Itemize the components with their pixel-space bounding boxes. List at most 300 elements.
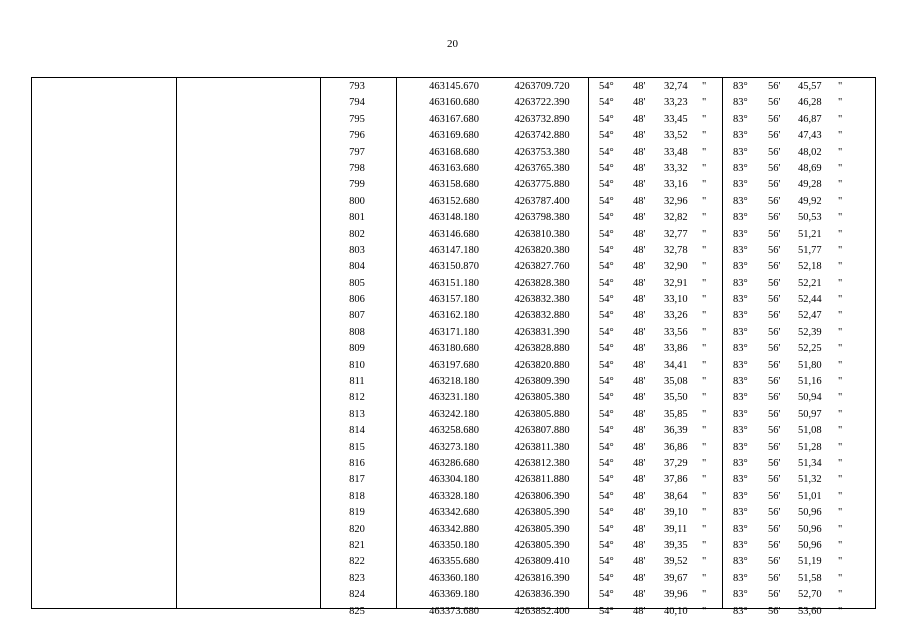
- latitude-minutes: 48': [633, 97, 646, 109]
- latitude-seconds-mark: ": [702, 343, 707, 355]
- table-row: [32, 95, 875, 111]
- longitude-seconds-mark: ": [838, 507, 843, 519]
- table-row: [32, 243, 875, 259]
- x-coordinate: 463373.680: [429, 605, 479, 617]
- latitude-seconds-mark: ": [702, 523, 707, 535]
- longitude-degrees: 83°: [733, 605, 748, 617]
- latitude-degrees: 54°: [599, 310, 614, 322]
- latitude-seconds-mark: ": [702, 605, 707, 617]
- latitude-degrees: 54°: [599, 425, 614, 437]
- latitude-degrees: 54°: [599, 359, 614, 371]
- longitude-seconds-mark: ": [838, 457, 843, 469]
- longitude-seconds-mark: ": [838, 523, 843, 535]
- latitude-degrees: 54°: [599, 195, 614, 207]
- latitude-seconds: 32,74: [664, 81, 688, 92]
- x-coordinate: 463369.180: [429, 589, 479, 601]
- latitude-minutes: 48': [633, 81, 646, 92]
- longitude-seconds-mark: ": [838, 113, 843, 125]
- latitude-degrees: 54°: [599, 212, 614, 224]
- longitude-seconds-mark: ": [838, 310, 843, 322]
- longitude-minutes: 56': [768, 490, 781, 502]
- latitude-minutes: 48': [633, 539, 646, 551]
- latitude-degrees: 54°: [599, 228, 614, 240]
- point-number: 794: [349, 97, 365, 109]
- table-row: [32, 604, 875, 620]
- latitude-seconds: 33,45: [664, 113, 688, 125]
- longitude-degrees: 83°: [733, 130, 748, 142]
- y-coordinate: 4263775.880: [514, 179, 570, 191]
- longitude-seconds-mark: ": [838, 556, 843, 568]
- latitude-seconds-mark: ": [702, 441, 707, 453]
- longitude-seconds-mark: ": [838, 146, 843, 158]
- longitude-seconds-mark: ": [838, 212, 843, 224]
- x-coordinate: 463168.680: [429, 146, 479, 158]
- table-row: [32, 341, 875, 357]
- latitude-minutes: 48': [633, 359, 646, 371]
- latitude-minutes: 48': [633, 310, 646, 322]
- longitude-seconds: 45,57: [798, 81, 822, 92]
- table-row: [32, 292, 875, 308]
- point-number: 798: [349, 162, 365, 174]
- longitude-seconds: 50,53: [798, 212, 822, 224]
- longitude-minutes: 56': [768, 294, 781, 306]
- x-coordinate: 463328.180: [429, 490, 479, 502]
- latitude-seconds: 34,41: [664, 359, 688, 371]
- point-number: 810: [349, 359, 365, 371]
- point-number: 800: [349, 195, 365, 207]
- longitude-degrees: 83°: [733, 343, 748, 355]
- latitude-seconds-mark: ": [702, 572, 707, 584]
- longitude-seconds-mark: ": [838, 539, 843, 551]
- longitude-minutes: 56': [768, 474, 781, 486]
- longitude-seconds-mark: ": [838, 97, 843, 109]
- longitude-minutes: 56': [768, 425, 781, 437]
- longitude-seconds-mark: ": [838, 294, 843, 306]
- table-row: [32, 554, 875, 570]
- longitude-seconds: 52,18: [798, 261, 822, 273]
- x-coordinate: 463218.180: [429, 376, 479, 388]
- y-coordinate: 4263828.380: [514, 277, 570, 289]
- latitude-seconds: 32,78: [664, 244, 688, 256]
- longitude-minutes: 56': [768, 277, 781, 289]
- point-number: 801: [349, 212, 365, 224]
- x-coordinate: 463167.680: [429, 113, 479, 125]
- latitude-seconds: 39,10: [664, 507, 688, 519]
- table-body: [32, 79, 875, 620]
- latitude-seconds: 37,86: [664, 474, 688, 486]
- longitude-degrees: 83°: [733, 490, 748, 502]
- x-coordinate: 463342.880: [429, 523, 479, 535]
- latitude-minutes: 48': [633, 130, 646, 142]
- longitude-seconds-mark: ": [838, 343, 843, 355]
- longitude-seconds: 52,70: [798, 589, 822, 601]
- longitude-seconds-mark: ": [838, 261, 843, 273]
- x-coordinate: 463171.180: [429, 326, 479, 338]
- table-row: [32, 79, 875, 95]
- latitude-degrees: 54°: [599, 523, 614, 535]
- latitude-seconds-mark: ": [702, 277, 707, 289]
- latitude-seconds: 39,52: [664, 556, 688, 568]
- point-number: 807: [349, 310, 365, 322]
- latitude-degrees: 54°: [599, 294, 614, 306]
- table-row: [32, 456, 875, 472]
- point-number: 808: [349, 326, 365, 338]
- longitude-minutes: 56': [768, 244, 781, 256]
- latitude-degrees: 54°: [599, 113, 614, 125]
- y-coordinate: 4263827.760: [514, 261, 570, 273]
- longitude-degrees: 83°: [733, 539, 748, 551]
- longitude-degrees: 83°: [733, 392, 748, 404]
- longitude-seconds-mark: ": [838, 326, 843, 338]
- x-coordinate: 463163.680: [429, 162, 479, 174]
- point-number: 802: [349, 228, 365, 240]
- latitude-degrees: 54°: [599, 605, 614, 617]
- point-number: 814: [349, 425, 365, 437]
- longitude-degrees: 83°: [733, 572, 748, 584]
- point-number: 803: [349, 244, 365, 256]
- latitude-seconds-mark: ": [702, 507, 707, 519]
- y-coordinate: 4263809.390: [514, 376, 570, 388]
- longitude-minutes: 56': [768, 81, 781, 92]
- latitude-degrees: 54°: [599, 441, 614, 453]
- latitude-seconds-mark: ": [702, 376, 707, 388]
- latitude-seconds: 32,96: [664, 195, 688, 207]
- latitude-degrees: 54°: [599, 408, 614, 420]
- longitude-degrees: 83°: [733, 310, 748, 322]
- longitude-seconds: 52,21: [798, 277, 822, 289]
- latitude-minutes: 48': [633, 195, 646, 207]
- longitude-minutes: 56': [768, 359, 781, 371]
- longitude-degrees: 83°: [733, 376, 748, 388]
- longitude-minutes: 56': [768, 146, 781, 158]
- latitude-minutes: 48': [633, 179, 646, 191]
- y-coordinate: 4263811.880: [514, 474, 570, 486]
- longitude-seconds: 51,80: [798, 359, 822, 371]
- y-coordinate: 4263831.390: [514, 326, 570, 338]
- x-coordinate: 463145.670: [429, 81, 479, 92]
- longitude-minutes: 56': [768, 392, 781, 404]
- latitude-seconds-mark: ": [702, 392, 707, 404]
- longitude-degrees: 83°: [733, 523, 748, 535]
- latitude-seconds: 35,08: [664, 376, 688, 388]
- longitude-seconds: 49,28: [798, 179, 822, 191]
- latitude-minutes: 48': [633, 228, 646, 240]
- latitude-seconds-mark: ": [702, 326, 707, 338]
- table-row: [32, 538, 875, 554]
- latitude-seconds: 32,91: [664, 277, 688, 289]
- latitude-seconds-mark: ": [702, 228, 707, 240]
- y-coordinate: 4263809.410: [514, 556, 570, 568]
- longitude-minutes: 56': [768, 539, 781, 551]
- latitude-minutes: 48': [633, 294, 646, 306]
- point-number: 811: [349, 376, 365, 388]
- longitude-seconds-mark: ": [838, 392, 843, 404]
- table-row: [32, 128, 875, 144]
- latitude-degrees: 54°: [599, 244, 614, 256]
- latitude-degrees: 54°: [599, 507, 614, 519]
- longitude-seconds-mark: ": [838, 474, 843, 486]
- latitude-minutes: 48': [633, 277, 646, 289]
- point-number: 821: [349, 539, 365, 551]
- longitude-seconds-mark: ": [838, 244, 843, 256]
- x-coordinate: 463180.680: [429, 343, 479, 355]
- point-number: 805: [349, 277, 365, 289]
- longitude-minutes: 56': [768, 212, 781, 224]
- table-row: [32, 587, 875, 603]
- longitude-seconds-mark: ": [838, 441, 843, 453]
- longitude-minutes: 56': [768, 523, 781, 535]
- point-number: 799: [349, 179, 365, 191]
- y-coordinate: 4263753.380: [514, 146, 570, 158]
- table-row: [32, 308, 875, 324]
- point-number: 818: [349, 490, 365, 502]
- latitude-seconds: 33,48: [664, 146, 688, 158]
- point-number: 820: [349, 523, 365, 535]
- longitude-minutes: 56': [768, 97, 781, 109]
- y-coordinate: 4263787.400: [514, 195, 570, 207]
- longitude-minutes: 56': [768, 261, 781, 273]
- longitude-degrees: 83°: [733, 326, 748, 338]
- longitude-seconds: 52,47: [798, 310, 822, 322]
- latitude-seconds: 36,86: [664, 441, 688, 453]
- latitude-seconds: 36,39: [664, 425, 688, 437]
- point-number: 809: [349, 343, 365, 355]
- longitude-degrees: 83°: [733, 195, 748, 207]
- point-number: 804: [349, 261, 365, 273]
- latitude-degrees: 54°: [599, 261, 614, 273]
- y-coordinate: 4263805.380: [514, 392, 570, 404]
- latitude-minutes: 48': [633, 376, 646, 388]
- latitude-seconds-mark: ": [702, 589, 707, 601]
- x-coordinate: 463342.680: [429, 507, 479, 519]
- longitude-seconds: 50,96: [798, 523, 822, 535]
- latitude-degrees: 54°: [599, 474, 614, 486]
- latitude-degrees: 54°: [599, 179, 614, 191]
- longitude-minutes: 56': [768, 162, 781, 174]
- longitude-seconds: 49,92: [798, 195, 822, 207]
- latitude-seconds-mark: ": [702, 146, 707, 158]
- latitude-seconds: 35,85: [664, 408, 688, 420]
- point-number: 806: [349, 294, 365, 306]
- longitude-degrees: 83°: [733, 244, 748, 256]
- latitude-seconds-mark: ": [702, 457, 707, 469]
- y-coordinate: 4263820.880: [514, 359, 570, 371]
- x-coordinate: 463350.180: [429, 539, 479, 551]
- latitude-seconds: 38,64: [664, 490, 688, 502]
- table-row: [32, 194, 875, 210]
- x-coordinate: 463258.680: [429, 425, 479, 437]
- x-coordinate: 463197.680: [429, 359, 479, 371]
- longitude-degrees: 83°: [733, 441, 748, 453]
- x-coordinate: 463304.180: [429, 474, 479, 486]
- latitude-seconds: 33,32: [664, 162, 688, 174]
- longitude-minutes: 56': [768, 572, 781, 584]
- point-number: 823: [349, 572, 365, 584]
- point-number: 813: [349, 408, 365, 420]
- table-row: [32, 374, 875, 390]
- longitude-seconds: 52,25: [798, 343, 822, 355]
- y-coordinate: 4263816.390: [514, 572, 570, 584]
- y-coordinate: 4263832.880: [514, 310, 570, 322]
- latitude-minutes: 48': [633, 490, 646, 502]
- longitude-seconds: 50,96: [798, 507, 822, 519]
- longitude-seconds: 51,19: [798, 556, 822, 568]
- longitude-degrees: 83°: [733, 556, 748, 568]
- latitude-minutes: 48': [633, 589, 646, 601]
- y-coordinate: 4263805.390: [514, 507, 570, 519]
- latitude-seconds-mark: ": [702, 556, 707, 568]
- longitude-seconds: 48,69: [798, 162, 822, 174]
- longitude-seconds-mark: ": [838, 359, 843, 371]
- x-coordinate: 463157.180: [429, 294, 479, 306]
- point-number: 793: [349, 81, 365, 92]
- longitude-seconds: 51,77: [798, 244, 822, 256]
- table-row: [32, 407, 875, 423]
- longitude-degrees: 83°: [733, 228, 748, 240]
- latitude-seconds-mark: ": [702, 261, 707, 273]
- latitude-minutes: 48': [633, 523, 646, 535]
- y-coordinate: 4263852.400: [514, 605, 570, 617]
- x-coordinate: 463273.180: [429, 441, 479, 453]
- point-number: 797: [349, 146, 365, 158]
- point-number: 824: [349, 589, 365, 601]
- point-number: 822: [349, 556, 365, 568]
- table-row: [32, 522, 875, 538]
- longitude-minutes: 56': [768, 376, 781, 388]
- longitude-degrees: 83°: [733, 425, 748, 437]
- latitude-minutes: 48': [633, 343, 646, 355]
- latitude-seconds: 37,29: [664, 457, 688, 469]
- longitude-seconds: 51,08: [798, 425, 822, 437]
- latitude-seconds: 32,90: [664, 261, 688, 273]
- latitude-seconds: 32,77: [664, 228, 688, 240]
- longitude-minutes: 56': [768, 310, 781, 322]
- latitude-seconds: 32,82: [664, 212, 688, 224]
- latitude-degrees: 54°: [599, 376, 614, 388]
- latitude-seconds: 39,11: [664, 523, 688, 535]
- x-coordinate: 463169.680: [429, 130, 479, 142]
- longitude-degrees: 83°: [733, 113, 748, 125]
- x-coordinate: 463151.180: [429, 277, 479, 289]
- latitude-degrees: 54°: [599, 162, 614, 174]
- latitude-minutes: 48': [633, 392, 646, 404]
- latitude-seconds: 39,67: [664, 572, 688, 584]
- longitude-seconds: 52,39: [798, 326, 822, 338]
- latitude-seconds-mark: ": [702, 490, 707, 502]
- point-number: 815: [349, 441, 365, 453]
- latitude-degrees: 54°: [599, 490, 614, 502]
- longitude-seconds-mark: ": [838, 81, 843, 92]
- longitude-seconds: 51,34: [798, 457, 822, 469]
- y-coordinate: 4263765.380: [514, 162, 570, 174]
- longitude-seconds: 46,87: [798, 113, 822, 125]
- longitude-seconds-mark: ": [838, 228, 843, 240]
- page-number: 20: [447, 38, 458, 50]
- x-coordinate: 463160.680: [429, 97, 479, 109]
- longitude-degrees: 83°: [733, 294, 748, 306]
- longitude-minutes: 56': [768, 441, 781, 453]
- longitude-seconds-mark: ": [838, 130, 843, 142]
- latitude-degrees: 54°: [599, 130, 614, 142]
- y-coordinate: 4263805.880: [514, 408, 570, 420]
- latitude-seconds-mark: ": [702, 474, 707, 486]
- latitude-seconds-mark: ": [702, 195, 707, 207]
- longitude-seconds-mark: ": [838, 162, 843, 174]
- longitude-degrees: 83°: [733, 261, 748, 273]
- latitude-seconds-mark: ": [702, 539, 707, 551]
- latitude-seconds: 33,52: [664, 130, 688, 142]
- latitude-seconds-mark: ": [702, 81, 707, 92]
- longitude-minutes: 56': [768, 228, 781, 240]
- longitude-minutes: 56': [768, 195, 781, 207]
- longitude-seconds: 46,28: [798, 97, 822, 109]
- latitude-seconds-mark: ": [702, 113, 707, 125]
- longitude-degrees: 83°: [733, 589, 748, 601]
- latitude-minutes: 48': [633, 146, 646, 158]
- latitude-seconds: 33,56: [664, 326, 688, 338]
- latitude-minutes: 48': [633, 408, 646, 420]
- longitude-minutes: 56': [768, 507, 781, 519]
- latitude-seconds-mark: ": [702, 244, 707, 256]
- longitude-degrees: 83°: [733, 457, 748, 469]
- latitude-minutes: 48': [633, 457, 646, 469]
- latitude-degrees: 54°: [599, 97, 614, 109]
- longitude-degrees: 83°: [733, 81, 748, 92]
- point-number: 812: [349, 392, 365, 404]
- longitude-minutes: 56': [768, 605, 781, 617]
- latitude-degrees: 54°: [599, 326, 614, 338]
- longitude-seconds: 50,94: [798, 392, 822, 404]
- latitude-minutes: 48': [633, 572, 646, 584]
- latitude-seconds-mark: ": [702, 359, 707, 371]
- longitude-minutes: 56': [768, 179, 781, 191]
- latitude-degrees: 54°: [599, 589, 614, 601]
- y-coordinate: 4263820.380: [514, 244, 570, 256]
- longitude-degrees: 83°: [733, 507, 748, 519]
- latitude-seconds-mark: ": [702, 408, 707, 420]
- latitude-seconds: 40,10: [664, 605, 688, 617]
- point-number: 816: [349, 457, 365, 469]
- longitude-minutes: 56': [768, 130, 781, 142]
- latitude-minutes: 48': [633, 162, 646, 174]
- latitude-minutes: 48': [633, 474, 646, 486]
- latitude-degrees: 54°: [599, 539, 614, 551]
- latitude-seconds-mark: ": [702, 162, 707, 174]
- longitude-degrees: 83°: [733, 212, 748, 224]
- table-row: [32, 112, 875, 128]
- longitude-seconds-mark: ": [838, 277, 843, 289]
- table-row: [32, 259, 875, 275]
- x-coordinate: 463158.680: [429, 179, 479, 191]
- x-coordinate: 463355.680: [429, 556, 479, 568]
- x-coordinate: 463148.180: [429, 212, 479, 224]
- longitude-seconds-mark: ": [838, 179, 843, 191]
- longitude-seconds-mark: ": [838, 572, 843, 584]
- longitude-minutes: 56': [768, 326, 781, 338]
- latitude-minutes: 48': [633, 326, 646, 338]
- table-row: [32, 390, 875, 406]
- y-coordinate: 4263805.390: [514, 539, 570, 551]
- longitude-seconds-mark: ": [838, 490, 843, 502]
- longitude-seconds: 51,28: [798, 441, 822, 453]
- longitude-seconds: 51,32: [798, 474, 822, 486]
- longitude-degrees: 83°: [733, 359, 748, 371]
- latitude-seconds-mark: ": [702, 130, 707, 142]
- y-coordinate: 4263806.390: [514, 490, 570, 502]
- longitude-minutes: 56': [768, 589, 781, 601]
- y-coordinate: 4263828.880: [514, 343, 570, 355]
- latitude-seconds: 39,96: [664, 589, 688, 601]
